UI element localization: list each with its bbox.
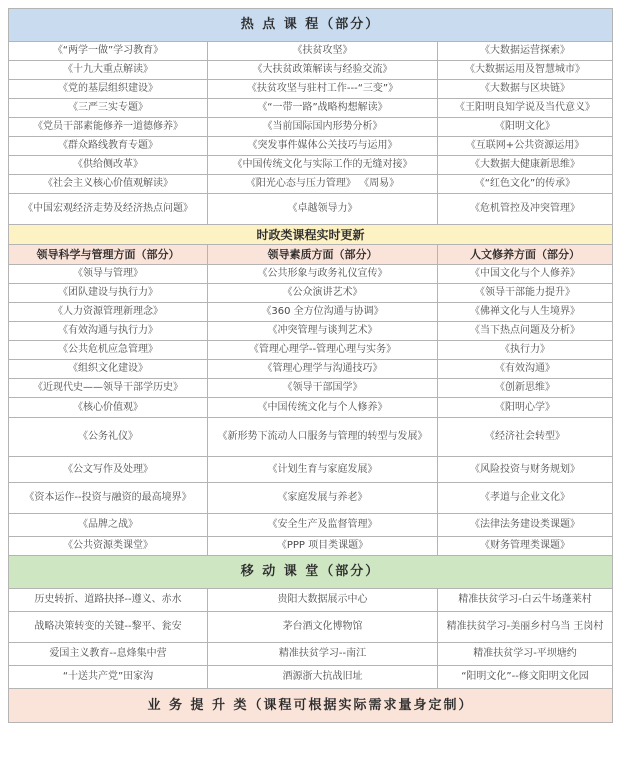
- course-cell: 《品牌之战》: [9, 514, 208, 537]
- hot-row: [9, 42, 613, 61]
- course-cell: 《中国传统文化与实际工作的无缝对接》: [208, 156, 438, 175]
- category-header-row: [9, 245, 613, 265]
- mgmt-row: [9, 398, 613, 418]
- course-cell: 《领导干部能力提升》: [438, 284, 613, 303]
- course-cell: 历史转折、道路抉择--遵义、赤水: [9, 589, 208, 612]
- course-cell: 《人力资源管理新理念》: [9, 303, 208, 322]
- course-cell: 《公共形象与政务礼仪宣传》: [208, 265, 438, 284]
- course-cell: 《阳明文化》: [438, 118, 613, 137]
- course-cell: 《十九大重点解读》: [9, 61, 208, 80]
- mgmt-row: [9, 360, 613, 379]
- course-cell: 《公共资源类课堂》: [9, 537, 208, 556]
- mobile-row: [9, 589, 613, 612]
- catalog-body: [9, 9, 613, 723]
- course-cell: 《计划生育与家庭发展》: [208, 457, 438, 483]
- course-cell: 《扶贫攻坚与驻村工作---“三变”》: [208, 80, 438, 99]
- mgmt-row: [9, 537, 613, 556]
- course-cell: 《党的基层组织建设》: [9, 80, 208, 99]
- course-cell: 《大数据运营探索》: [438, 42, 613, 61]
- hot-row: [9, 61, 613, 80]
- course-cell: 《经济社会转型》: [438, 418, 613, 457]
- course-cell: 《创新思维》: [438, 379, 613, 398]
- course-cell: 《孝道与企业文化》: [438, 483, 613, 514]
- course-cell: “阳明文化”--修文阳明文化园: [438, 666, 613, 689]
- hot-row: [9, 194, 613, 225]
- course-cell: 《大扶贫政策解读与经验交流》: [208, 61, 438, 80]
- course-cell: 《当前国际国内形势分析》: [208, 118, 438, 137]
- course-cell: 《阳明心学》: [438, 398, 613, 418]
- course-cell: 《360 全方位沟通与协调》: [208, 303, 438, 322]
- course-cell: 酒源浙大抗战旧址: [208, 666, 438, 689]
- course-cell: 《危机管控及冲突管理》: [438, 194, 613, 225]
- course-cell: 战略决策转变的关键--黎平、瓮安: [9, 612, 208, 643]
- course-cell: 《“两学一做”学习教育》: [9, 42, 208, 61]
- hot-row: [9, 137, 613, 156]
- mgmt-row: [9, 284, 613, 303]
- update-note-row: [9, 225, 613, 245]
- course-cell: 《当下热点问题及分析》: [438, 322, 613, 341]
- course-cell: 《领导干部国学》: [208, 379, 438, 398]
- business-upgrade-row: [9, 689, 613, 723]
- course-cell: 《法律法务建设类课题》: [438, 514, 613, 537]
- course-cell: 贵阳大数据展示中心: [208, 589, 438, 612]
- mgmt-row: [9, 303, 613, 322]
- hot-courses-header-row: [9, 9, 613, 42]
- hot-row: [9, 80, 613, 99]
- course-cell: 《管理心理学与沟通技巧》: [208, 360, 438, 379]
- course-cell: 《PPP 项目类课题》: [208, 537, 438, 556]
- course-cell: 《供给侧改革》: [9, 156, 208, 175]
- course-cell: 《执行力》: [438, 341, 613, 360]
- course-cell: 《突发事件媒体公关技巧与运用》: [208, 137, 438, 156]
- course-cell: 《佛禅文化与人生境界》: [438, 303, 613, 322]
- course-cell: 《领导与管理》: [9, 265, 208, 284]
- category-header: 领导素质方面（部分）: [208, 245, 438, 265]
- course-cell: 《中国传统文化与个人修养》: [208, 398, 438, 418]
- mobile-row: [9, 643, 613, 666]
- course-cell: 《新形势下流动人口服务与管理的转型与发展》: [208, 418, 438, 457]
- course-cell: 《团队建设与执行力》: [9, 284, 208, 303]
- mgmt-row: [9, 265, 613, 284]
- course-cell: 精准扶贫学习-美丽乡村乌当 王岗村: [438, 612, 613, 643]
- mgmt-row: [9, 514, 613, 537]
- mgmt-row: [9, 483, 613, 514]
- course-cell: 《管理心理学--管理心理与实务》: [208, 341, 438, 360]
- mobile-classroom-title: 移 动 课 堂（部分）: [9, 556, 613, 589]
- business-upgrade-title: 业 务 提 升 类（课程可根据实际需求量身定制）: [9, 689, 613, 723]
- category-header: 领导科学与管理方面（部分）: [9, 245, 208, 265]
- course-cell: 《组织文化建设》: [9, 360, 208, 379]
- course-cell: 《三严三实专题》: [9, 99, 208, 118]
- course-cell: 《王阳明良知学说及当代意义》: [438, 99, 613, 118]
- course-cell: 《中国文化与个人修养》: [438, 265, 613, 284]
- category-header: 人文修养方面（部分）: [438, 245, 613, 265]
- course-cell: “十送共产党”田家沟: [9, 666, 208, 689]
- course-cell: 《社会主义核心价值观解读》: [9, 175, 208, 194]
- course-cell: 茅台酒文化博物馆: [208, 612, 438, 643]
- hot-row: [9, 156, 613, 175]
- course-cell: 《“一带一路”战略构想解读》: [208, 99, 438, 118]
- hot-row: [9, 118, 613, 137]
- catalog-table: [8, 8, 613, 723]
- course-cell: 《大数据运用及智慧城市》: [438, 61, 613, 80]
- course-cell: 《中国宏观经济走势及经济热点问题》: [9, 194, 208, 225]
- course-catalog: [8, 8, 612, 723]
- hot-row: [9, 99, 613, 118]
- course-cell: 爱国主义教育--息烽集中营: [9, 643, 208, 666]
- course-cell: 精准扶贫学习--南江: [208, 643, 438, 666]
- mgmt-row: [9, 418, 613, 457]
- course-cell: 《党员干部素能修养一道德修养》: [9, 118, 208, 137]
- hot-courses-title: 热 点 课 程（部分）: [9, 9, 613, 42]
- course-cell: 《公众演讲艺术》: [208, 284, 438, 303]
- course-cell: 《大数据与区块链》: [438, 80, 613, 99]
- course-cell: 《资本运作--投资与融资的最高境界》: [9, 483, 208, 514]
- course-cell: 《“红色文化”的传承》: [438, 175, 613, 194]
- course-cell: 《公共危机应急管理》: [9, 341, 208, 360]
- mgmt-row: [9, 322, 613, 341]
- course-cell: 精准扶贫学习-平坝塘约: [438, 643, 613, 666]
- mobile-classroom-header-row: [9, 556, 613, 589]
- update-note: 时政类课程实时更新: [9, 225, 613, 245]
- course-cell: 《冲突管理与谈判艺术》: [208, 322, 438, 341]
- course-cell: 《近现代史——领导干部学历史》: [9, 379, 208, 398]
- course-cell: 《公文写作及处理》: [9, 457, 208, 483]
- course-cell: 《财务管理类课题》: [438, 537, 613, 556]
- course-cell: 《公务礼仪》: [9, 418, 208, 457]
- mobile-row: [9, 666, 613, 689]
- course-cell: 《安全生产及监督管理》: [208, 514, 438, 537]
- course-cell: 《有效沟通与执行力》: [9, 322, 208, 341]
- hot-row: [9, 175, 613, 194]
- course-cell: 《卓越领导力》: [208, 194, 438, 225]
- course-cell: 《互联网+公共资源运用》: [438, 137, 613, 156]
- mobile-row: [9, 612, 613, 643]
- course-cell: 《有效沟通》: [438, 360, 613, 379]
- course-cell: 《家庭发展与养老》: [208, 483, 438, 514]
- course-cell: 《核心价值观》: [9, 398, 208, 418]
- course-cell: 《阳光心态与压力管理》 《周易》: [208, 175, 438, 194]
- course-cell: 精准扶贫学习-白云牛场蓬莱村: [438, 589, 613, 612]
- course-cell: 《群众路线教育专题》: [9, 137, 208, 156]
- mgmt-row: [9, 379, 613, 398]
- mgmt-row: [9, 341, 613, 360]
- mgmt-row: [9, 457, 613, 483]
- course-cell: 《大数据大健康新思维》: [438, 156, 613, 175]
- course-cell: 《扶贫攻坚》: [208, 42, 438, 61]
- course-cell: 《风险投资与财务规划》: [438, 457, 613, 483]
